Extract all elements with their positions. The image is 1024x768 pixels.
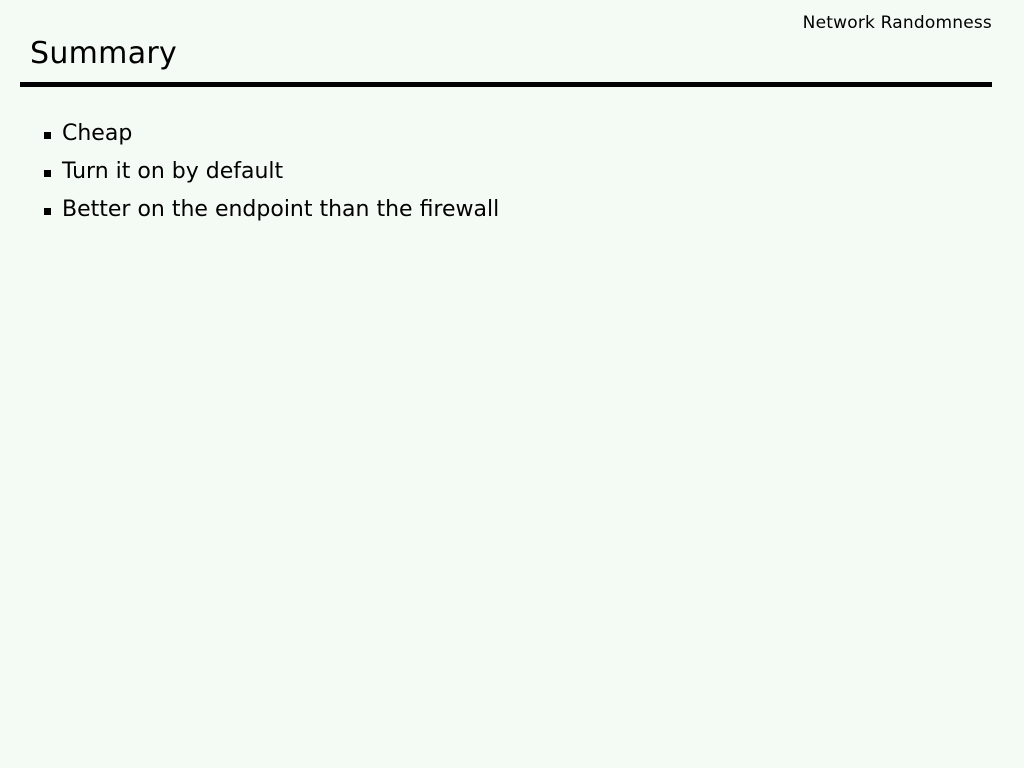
slide-header-label: Network Randomness [802,13,992,33]
list-item-label: Better on the endpoint than the firewall [62,197,500,222]
list-item-label: Turn it on by default [62,159,284,184]
list-item [42,120,972,148]
square-bullet-icon [44,170,51,177]
list-item [42,196,972,224]
bullet-list [42,120,972,234]
title-divider [20,82,992,87]
list-item-label: Cheap [62,121,133,146]
page-title: Summary [30,36,178,71]
list-item [42,158,972,186]
square-bullet-icon [44,132,51,139]
square-bullet-icon [44,208,51,215]
